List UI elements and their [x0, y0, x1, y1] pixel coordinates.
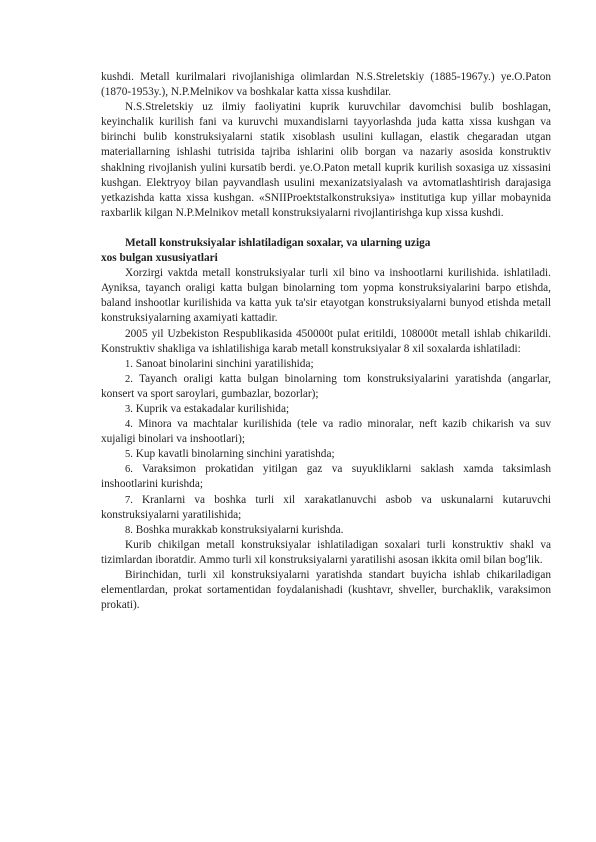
list-item: 4. Minora va machtalar kurilishida (tele va radio minoralar, neft kazib chikarish va suv xujaligi binolari va inshootlari);	[101, 418, 552, 446]
paragraph-intro: kushdi. Metall kurilmalari rivojlanishiga olimlardan N.S.Streletskiy (1885-1967y.) ye.O.Paton (1870-1953y.), N.P.Melnikov va boshkalar katta xissa kushdilar.	[101, 71, 551, 99]
list-item: 7. Kranlarni va boshka turli xil xarakatlanuvchi asbob va uskunalarni kutaruvchi konstruksiyalarni yaratilishida;	[101, 493, 551, 521]
heading-line-1: Metall konstruksiyalar ishlatiladigan soxalar, va ularning uziga	[125, 236, 431, 249]
paragraph-usage: Xorzirgi vaktda metall konstruksiyalar turli xil bino va inshootlarni kurilishida. ishlatiladi. Ayniksa, tayanch oraligi katta bulgan binolarning tom yopma konstruksiyalarini barpo etishda, baland inshootlar kurilishida va katta yuk ta'sir etayotgan konstruksiyalarni bunyod etishda metall konstruksiyalarning axamiyati kattadir.	[101, 267, 551, 325]
paragraph-statistics: 2005 yil Uzbekiston Respublikasida 450000t pulat eritildi, 108000t metall ishlab chikarildi. Konstruktiv shakliga va ishlatilishiga karab metall konstruksiyalar 8 xil soxalarda ishlatiladi:	[101, 327, 551, 355]
list-item: 3. Kuprik va estakadalar kurilishida;	[125, 402, 290, 415]
paragraph-summary: Kurib chikilgan metall konstruksiyalar ishlatiladigan soxalari turli konstruktiv shakl va tizimlardan iboratdir. Ammo turli xil konstruksiyalarni yaratilishi asosan ikkita omil bilan bog'lik.	[101, 538, 551, 566]
paragraph-first-factor: Birinchidan, turli xil konstruksiyalarni yaratishda standart buyicha ishlab chikariladigan elementlardan, prokat sortamentidan foydalanishadi (kushtavr, shveller, burchaklik, varaksimon prokati).	[101, 569, 551, 612]
usage-list	[101, 357, 551, 538]
list-item: 6. Varaksimon prokatidan yitilgan gaz va suyukliklarni saklash xamda taksimlash inshootlarini kurishda;	[101, 463, 551, 491]
list-item: 5. Kup kavatli binolarning sinchini yaratishda;	[125, 448, 335, 461]
list-item: 2. Tayanch oraligi katta bulgan binolarning tom konstruksiyalarini yaratishda (angarlar, konsert va sport saroylari, gumbazlar, bozorlar);	[101, 372, 551, 400]
paragraph-streletskiy: N.S.Streletskiy uz ilmiy faoliyatini kuprik kuruvchilar davomchisi bulib boshlagan, keyinchalik kurilish fani va kuruvchi muxandislarni tayyorlashda juda katta xissa kushgan va birinchi bulib konstruksiyalarni statik xisoblash usulini kullagan, elastik chegaradan utgan materiallarning ishlashi tutrisida tajriba ishlarini olib borgan va nazariy asosida konstruktiv shaklning rivojlanish yulini kursatib berdi. ye.O.Paton metall kuprik kurilish soxasiga uz xissasini kushgan. Elektryoy bilan payvandlash usulini mexanizatsiyalash va avtomatlashtirish darajasiga yetkazishda katta xissa kushgan. «SNIIProektstalkonstruksiya» institutiga kup yillar mobaynida raxbarlik kilgan N.P.Melnikov metall konstruksiyalarni rivojlantirishga kup xissa kushdi.	[101, 101, 551, 219]
heading-line-2: xos bulgan xususiyatlari	[101, 252, 218, 265]
section-heading	[101, 236, 551, 266]
list-item: 1. Sanoat binolarini sinchini yaratilishida;	[125, 357, 314, 370]
document-page	[101, 70, 551, 613]
list-item: 8. Boshka murakkab konstruksiyalarni kurishda.	[125, 523, 344, 536]
